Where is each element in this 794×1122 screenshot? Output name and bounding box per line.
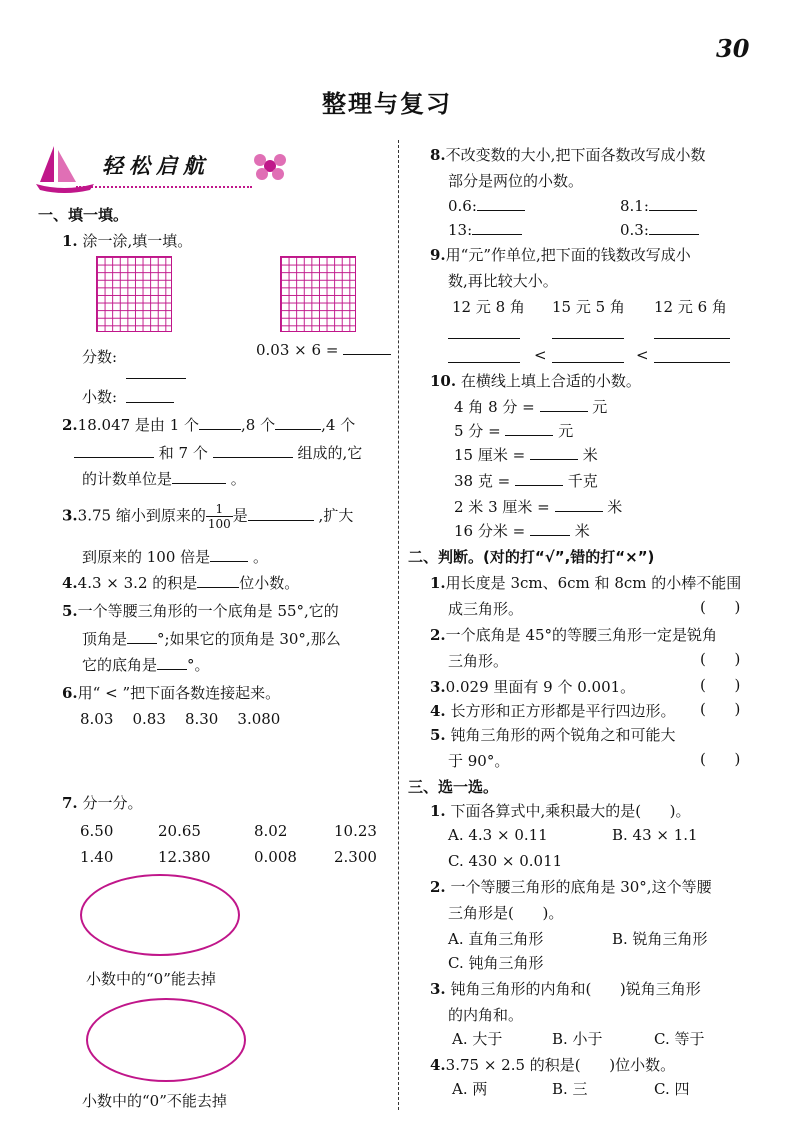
- q10-blank[interactable]: [515, 471, 563, 486]
- q9-money-2: 15 元 5 角: [552, 298, 625, 316]
- question-1: 1. 涂一涂,填一填。: [62, 232, 193, 250]
- q7-number: 10.23: [334, 822, 377, 840]
- q1-fraction-label: 分数:: [82, 348, 118, 366]
- question-10: 10. 在横线上填上合适的小数。: [430, 372, 641, 390]
- less-than-2: <: [636, 346, 649, 364]
- q8-item-c: 13:: [448, 220, 522, 239]
- q1-decimal-label: 小数:: [82, 388, 118, 406]
- judge-4-answer[interactable]: ( ): [700, 700, 741, 718]
- q7-number: 2.300: [334, 848, 377, 866]
- question-4: 4.4.3 × 3.2 的积是 位小数。: [62, 574, 300, 592]
- q9-blank-6[interactable]: [654, 348, 730, 363]
- q10-item: 5 分 = 元: [454, 422, 574, 440]
- q8-item-a: 0.6:: [448, 196, 525, 215]
- q2-blank-5[interactable]: [172, 469, 226, 484]
- q9-blank-5[interactable]: [552, 348, 624, 363]
- logo-text: 轻松启航: [102, 153, 210, 178]
- question-9-line-1: 9.用“元”作单位,把下面的钱数改写成小: [430, 246, 691, 264]
- q9-money-3: 12 元 6 角: [654, 298, 727, 316]
- judge-3-answer[interactable]: ( ): [700, 676, 741, 694]
- q7-number: 1.40: [80, 848, 114, 866]
- q9-blank-3[interactable]: [654, 324, 730, 339]
- q8-blank-b[interactable]: [649, 196, 697, 211]
- choice-3-stem-1: 3. 钝角三角形的内角和( )锐角三角形: [430, 980, 701, 998]
- q8-item-d: 0.3:: [620, 220, 699, 239]
- ellipse-non-removable-zero[interactable]: [86, 998, 246, 1082]
- choice-2-option-b[interactable]: B. 锐角三角形: [612, 930, 708, 948]
- section-1-heading: 一、填一填。: [38, 206, 129, 224]
- judge-4: 4. 长方形和正方形都是平行四边形。: [430, 702, 676, 720]
- choice-4-stem: 4.3.75 × 2.5 的积是( )位小数。: [430, 1056, 676, 1074]
- choice-4-option-c[interactable]: C. 四: [654, 1080, 690, 1098]
- flower-icon: [248, 146, 292, 186]
- choice-3-stem-2: 的内角和。: [448, 1006, 524, 1024]
- choice-2-option-a[interactable]: A. 直角三角形: [448, 930, 544, 948]
- choice-2-stem-2: 三角形是( )。: [448, 904, 564, 922]
- judge-1-line-1: 1.用长度是 3cm、6cm 和 8cm 的小棒不能围: [430, 574, 742, 592]
- question-3-line-2: 到原来的 100 倍是 。: [82, 548, 268, 566]
- q7-number: 8.02: [254, 822, 288, 840]
- judge-3: 3.0.029 里面有 9 个 0.001。: [430, 678, 636, 696]
- q10-item: 15 厘米 = 米: [454, 446, 598, 464]
- choice-3-option-b[interactable]: B. 小于: [552, 1030, 603, 1048]
- question-8-line-2: 部分是两位的小数。: [448, 172, 584, 190]
- judge-1-answer[interactable]: ( ): [700, 598, 741, 616]
- q10-blank[interactable]: [555, 497, 603, 512]
- question-9-line-2: 数,再比较大小。: [448, 272, 558, 290]
- judge-5-answer[interactable]: ( ): [700, 750, 741, 768]
- q10-blank[interactable]: [505, 421, 553, 436]
- fraction-1-over-100: $\frac{1}{100}$: [207, 502, 231, 531]
- q10-item: 16 分米 = 米: [454, 522, 590, 540]
- q3-blank-1[interactable]: [248, 506, 314, 521]
- choice-2-stem-1: 2. 一个等腰三角形的底角是 30°,这个等腰: [430, 878, 712, 896]
- question-8-line-1: 8.不改变数的大小,把下面各数改写成小数: [430, 146, 706, 164]
- page-title: 整理与复习: [322, 90, 452, 118]
- q6-numbers: 8.03 0.83 8.30 3.080: [80, 710, 281, 728]
- judge-2-line-1: 2.一个底角是 45°的等腰三角形一定是锐角: [430, 626, 718, 644]
- ellipse-caption-2: 小数中的“0”不能去掉: [82, 1092, 227, 1110]
- q7-number: 6.50: [80, 822, 114, 840]
- q1-expression-blank[interactable]: [343, 340, 391, 355]
- choice-4-option-a[interactable]: A. 两: [452, 1080, 488, 1098]
- judge-5-line-2: 于 90°。: [448, 752, 510, 770]
- choice-1-option-c[interactable]: C. 430 × 0.011: [448, 852, 563, 870]
- q10-blank[interactable]: [530, 445, 578, 460]
- q8-item-b: 8.1:: [620, 196, 697, 215]
- column-divider: [398, 140, 399, 1110]
- q2-blank-4[interactable]: [213, 443, 293, 458]
- question-2-line-1: 2.18.047 是由 1 个 ,8 个 ,4 个: [62, 416, 356, 434]
- page-number: 30: [716, 34, 750, 63]
- question-5-line-1: 5.一个等腰三角形的一个底角是 55°,它的: [62, 602, 339, 620]
- shade-grid-2[interactable]: [280, 256, 356, 332]
- judge-1-line-2: 成三角形。: [448, 600, 524, 618]
- q9-blank-1[interactable]: [448, 324, 520, 339]
- section-2-heading: 二、判断。(对的打“√”,错的打“×”): [408, 548, 655, 566]
- choice-1-stem: 1. 下面各算式中,乘积最大的是( )。: [430, 802, 691, 820]
- q9-blank-4[interactable]: [448, 348, 520, 363]
- q8-blank-d[interactable]: [649, 220, 699, 235]
- question-2-line-2: 和 7 个 组成的,它: [74, 442, 362, 463]
- q1-decimal-blank[interactable]: [126, 388, 174, 403]
- q8-blank-c[interactable]: [472, 220, 522, 235]
- question-7: 7. 分一分。: [62, 794, 143, 812]
- choice-2-option-c[interactable]: C. 钝角三角形: [448, 954, 544, 972]
- q4-blank[interactable]: [197, 573, 239, 588]
- q9-money-1: 12 元 8 角: [452, 298, 525, 316]
- q7-number: 20.65: [158, 822, 201, 840]
- q9-blank-2[interactable]: [552, 324, 624, 339]
- q10-blank[interactable]: [540, 397, 588, 412]
- q5-blank-2[interactable]: [157, 655, 187, 670]
- question-3-line-1: 3.3.75 缩小到原来的 $\frac{1}{100}$ 是 ,扩大: [62, 502, 354, 531]
- choice-1-option-a[interactable]: A. 4.3 × 0.11: [448, 826, 548, 844]
- choice-4-option-b[interactable]: B. 三: [552, 1080, 588, 1098]
- choice-1-option-b[interactable]: B. 43 × 1.1: [612, 826, 698, 844]
- q10-item: 4 角 8 分 = 元: [454, 398, 608, 416]
- q2-blank-1[interactable]: [199, 415, 241, 430]
- logo-underline: [76, 186, 252, 188]
- section-logo: [36, 142, 306, 194]
- judge-2-line-2: 三角形。: [448, 652, 509, 670]
- q7-number: 12.380: [158, 848, 211, 866]
- q8-blank-a[interactable]: [477, 196, 525, 211]
- q2-blank-2[interactable]: [275, 415, 321, 430]
- q10-item: 2 米 3 厘米 = 米: [454, 498, 623, 516]
- q1-fraction-blank[interactable]: [126, 364, 186, 379]
- ellipse-removable-zero[interactable]: [80, 874, 240, 956]
- q10-blank[interactable]: [530, 521, 570, 536]
- q5-blank-1[interactable]: [127, 629, 157, 644]
- shade-grid-1[interactable]: [96, 256, 172, 332]
- choice-3-option-c[interactable]: C. 等于: [654, 1030, 705, 1048]
- less-than-1: <: [534, 346, 547, 364]
- judge-2-answer[interactable]: ( ): [700, 650, 741, 668]
- question-6: 6.用“ < ”把下面各数连接起来。: [62, 684, 281, 702]
- q10-item: 38 克 = 千克: [454, 472, 598, 490]
- judge-5-line-1: 5. 钝角三角形的两个锐角之和可能大: [430, 726, 676, 744]
- q7-number: 0.008: [254, 848, 297, 866]
- q3-blank-2[interactable]: [210, 547, 248, 562]
- choice-3-option-a[interactable]: A. 大于: [452, 1030, 503, 1048]
- q1-expression: 0.03 × 6 =: [256, 340, 391, 359]
- section-3-heading: 三、选一选。: [408, 778, 499, 796]
- question-5-line-2: 顶角是 °;如果它的顶角是 30°,那么: [82, 630, 341, 648]
- question-5-line-3: 它的底角是 °。: [82, 656, 210, 674]
- ellipse-caption-1: 小数中的“0”能去掉: [86, 970, 216, 988]
- question-2-line-3: 的计数单位是 。: [82, 470, 246, 488]
- q2-blank-3[interactable]: [74, 443, 154, 458]
